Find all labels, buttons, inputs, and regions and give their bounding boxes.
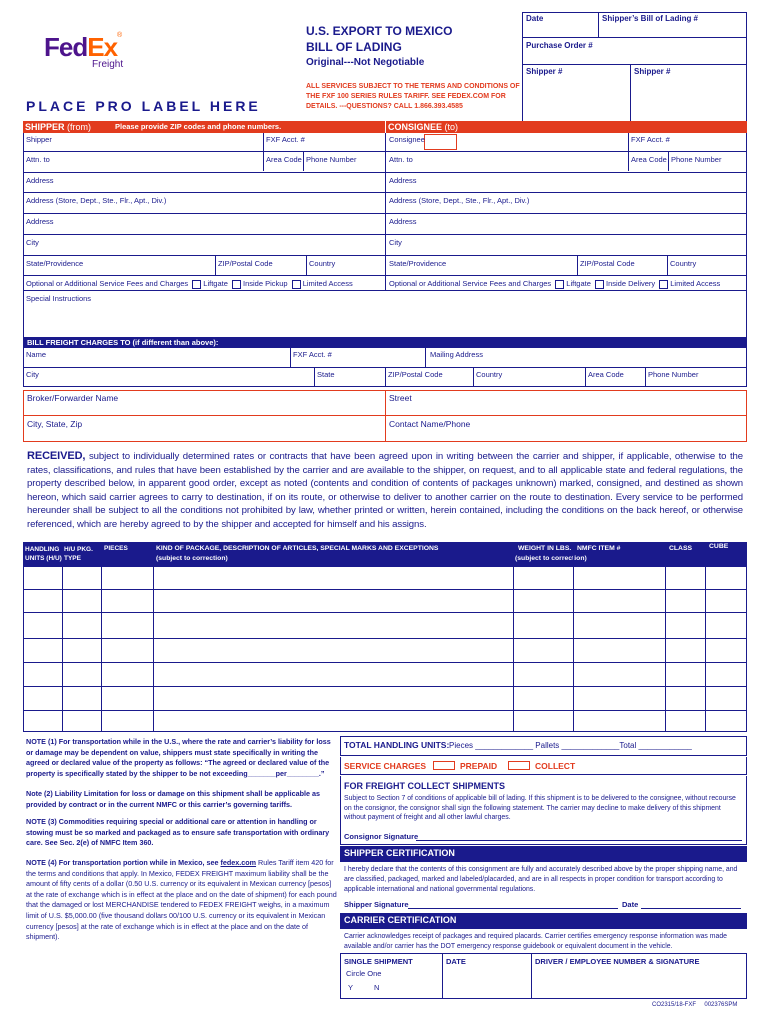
bill-state-field[interactable]: State [317, 370, 335, 379]
note-3: NOTE (3) Commodities requiring special or additional care or attention in handling or stowing must be so marked and packaged as to ensure safe transportation with ordinary care. See Sec. 2(e) of NMFC Item 360. [26, 817, 330, 848]
single-no-option[interactable]: N [374, 983, 380, 992]
shipper-zip-field[interactable]: ZIP/Postal Code [218, 259, 273, 268]
consignee-red-box [424, 134, 457, 150]
logo-fed: Fed [44, 32, 88, 62]
table-row[interactable] [23, 566, 747, 567]
broker-name-field[interactable]: Broker/Forwarder Name [27, 393, 119, 403]
consignee-inside-delivery-label: Inside Delivery [605, 279, 656, 288]
bill-fxf-field[interactable]: FXF Acct. # [293, 350, 332, 359]
shipper-heading-sub: (from) [67, 122, 92, 132]
consignor-signature-label: Consignor Signature [344, 832, 419, 841]
form-number: CO2315/18-FXF 002376SPM [652, 1002, 738, 1008]
shipper-address-3-field[interactable]: Address [26, 217, 54, 226]
fedex-logo [44, 32, 144, 76]
shipper-inside-pickup-label: Inside Pickup [242, 279, 288, 288]
total-pieces-pallets-line[interactable]: Pieces _____________ Pallets _____________Total ____________ [449, 741, 692, 750]
broker-street-field[interactable]: Street [389, 393, 412, 403]
bill-mailing-field[interactable]: Mailing Address [430, 350, 483, 359]
consignee-attn-field[interactable]: Attn. to [389, 155, 413, 164]
table-row[interactable] [23, 662, 747, 663]
service-charges-label: SERVICE CHARGES [344, 761, 427, 771]
consignee-phone-field[interactable]: Phone Number [671, 155, 722, 164]
date-field[interactable]: Date [526, 14, 544, 23]
table-row[interactable] [23, 612, 747, 613]
th-kind-of-package: KIND OF PACKAGE, DESCRIPTION OF ARTICLES, SPECIAL MARKS AND EXCEPTIONS [156, 545, 439, 552]
shipper-liftgate-label: Liftgate [203, 279, 228, 288]
shipper-country-field[interactable]: Country [309, 259, 336, 268]
bill-area-code-field[interactable]: Area Code [588, 370, 624, 379]
shipper-header-bar [23, 121, 385, 133]
special-instructions-field[interactable]: Special Instructions [26, 294, 92, 303]
carrier-certification-header: CARRIER CERTIFICATION [340, 913, 747, 929]
consignee-zip-field[interactable]: ZIP/Postal Code [580, 259, 635, 268]
collect-label: COLLECT [535, 761, 576, 771]
form-title-2: BILL OF LADING [306, 40, 402, 54]
shipper-optional-label: Optional or Additional Service Fees and Charges [26, 279, 189, 288]
th-weight: WEIGHT IN LBS. [518, 545, 572, 552]
note-4-body: Rules Tariff item 420 for the terms and conditions that apply. In Mexico, FEDEX FREIGHT maximum liability shall be the amount of fifty cents of a dollar (0.50 U.S. currency or its equivalent in Mexican currency [pesos] at the rate of exchange which is in effect at the place and on the date of shipment) for each pound that the damaged or lost MERCHANDISE tendered to FEDEX FREIGHT weighs, in a maximum limit of U.S. $5,000.00 (five thousand dollars 00/100 U.S. currency or its equivalent in Mexican currency [pesos] at the rate of exchange which is in effect at the place and on the date of shipment). [26, 858, 337, 942]
table-row[interactable] [23, 589, 747, 590]
terms-notice: ALL SERVICES SUBJECT TO THE TERMS AND CONDITIONS OF THE FXF 100 SERIES RULES TARIFF. SEE FEDEX.COM FOR DETAILS. ---QUESTIONS? CALL 1.866.393.4585 [306, 83, 520, 110]
received-bold: RECEIVED, [27, 450, 86, 462]
th-handling-units: HANDLING UNITS (H/U) [25, 546, 62, 562]
form-title-1: U.S. EXPORT TO MEXICO [306, 24, 453, 38]
th-class: CLASS [669, 545, 693, 552]
note-2: Note (2) Liability Limitation for loss or damage on this shipment shall be applicable as provided by contract or in the current NMFC or this carrier’s governing tariffs. [26, 789, 320, 809]
received-text: subject to individually determined rates or contracts that have been agreed upon in writing between the carrier and shipper, if applicable, otherwise to the rates, classifications, and rules that have been established by the carrier and are available to the shipper, on request, and to all applicable state and federal regulations, the property described below, in apparent good order, except as noted (contents and condition of contents of packages unknown) marked, consigned, and destined as shown hereon, which said carrier agrees to carry to destination, if on its route, or otherwise to deliver to another carrier on the route to destination. Every service to be performed hereunder shall be subject to all the conditions not prohibited by law, whether printed or written, herein contained, including the conditions on the back hereof, or otherwise referenced, which are hereby agreed to by the shipper and accepted for himself and his assigns. [27, 451, 743, 530]
broker-city-state-zip-field[interactable]: City, State, Zip [27, 419, 83, 429]
shipper-signature-label: Shipper Signature [344, 900, 409, 909]
shipper-note: Please provide ZIP codes and phone numbers. [115, 122, 282, 131]
consignee-city-field[interactable]: City [389, 238, 402, 247]
th-cube: CUBE [709, 543, 729, 550]
shipper-fxf-field[interactable]: FXF Acct. # [266, 135, 305, 144]
consignee-address-3-field[interactable]: Address [389, 217, 417, 226]
consignee-address-2-field[interactable]: Address (Store, Dept., Ste., Flr., Apt., Div.) [389, 196, 530, 205]
consignee-limited-access-checkbox[interactable] [659, 280, 668, 289]
shipper-area-code-field[interactable]: Area Code [266, 155, 302, 164]
shipper-number-field-2[interactable]: Shipper # [634, 67, 671, 76]
shipper-heading: SHIPPER [25, 122, 65, 132]
logo-ex: Ex [87, 32, 118, 62]
consignee-liftgate-checkbox[interactable] [555, 280, 564, 289]
shipper-bol-field[interactable]: Shipper’s Bill of Lading # [602, 14, 699, 23]
note-4-intro: NOTE (4) For transportation portion while in Mexico, see [26, 858, 221, 867]
single-yes-option[interactable]: Y [348, 983, 354, 992]
consignee-optional-label: Optional or Additional Service Fees and Charges [389, 279, 552, 288]
consignor-signature-field[interactable] [344, 832, 418, 841]
consignee-heading: CONSIGNEE [388, 122, 443, 132]
consignee-inside-delivery-checkbox[interactable] [595, 280, 604, 289]
carrier-date-field[interactable]: DATE [446, 957, 466, 966]
th-kind-sub: (subject to correction) [156, 555, 228, 562]
collect-checkbox[interactable] [508, 761, 530, 770]
circle-one-label: Circle One [346, 969, 382, 978]
logo-freight: Freight [92, 59, 124, 70]
shipper-limited-access-checkbox[interactable] [292, 280, 301, 289]
th-hu-pkg-type: H/U PKG. TYPE [64, 546, 93, 562]
shipper-sig-date-label: Date [622, 900, 639, 909]
bill-name-field[interactable]: Name [26, 350, 47, 359]
consignee-heading-sub: (to) [444, 122, 459, 132]
consignee-limited-access-label: Limited Access [670, 279, 721, 288]
consignee-country-field[interactable]: Country [670, 259, 697, 268]
purchase-order-field[interactable]: Purchase Order # [526, 41, 593, 50]
shipper-address-2-field[interactable]: Address (Store, Dept., Ste., Flr., Apt., Div.) [26, 196, 167, 205]
shipper-phone-field[interactable]: Phone Number [306, 155, 357, 164]
shipper-name-field[interactable]: Shipper [26, 135, 52, 144]
bill-phone-field[interactable]: Phone Number [648, 370, 699, 379]
broker-contact-field[interactable]: Contact Name/Phone [389, 419, 471, 429]
fedex-link[interactable]: fedex.com [220, 858, 257, 867]
table-row[interactable] [23, 638, 747, 639]
note-4 [26, 858, 338, 943]
freight-collect-text: Subject to Section 7 of conditions of applicable bill of lading. If this shipment is to be delivered to the consignee, without recourse on the consignor, the consignor shall sign the following statement. The carrier may decline to make delivery of this shipment without payment of freight and all other lawful charges. [344, 795, 736, 821]
logo-reg: ® [117, 32, 123, 39]
shipper-city-field[interactable]: City [26, 238, 39, 247]
th-weight-sub: (subject to correction) [515, 555, 587, 562]
bill-freight-header: BILL FREIGHT CHARGES TO (if different than above): [23, 338, 747, 348]
shipper-number-field-1[interactable]: Shipper # [526, 67, 563, 76]
shipper-address-1-field[interactable]: Address [26, 176, 54, 185]
consignee-liftgate-label: Liftgate [566, 279, 591, 288]
bill-country-field[interactable]: Country [476, 370, 503, 379]
consignee-fxf-field[interactable]: FXF Acct. # [631, 135, 670, 144]
consignee-address-1-field[interactable]: Address [389, 176, 417, 185]
th-pieces: PIECES [104, 545, 128, 552]
driver-signature-field[interactable]: DRIVER / EMPLOYEE NUMBER & SIGNATURE [535, 957, 700, 966]
consignee-state-field[interactable]: State/Providence [389, 259, 447, 268]
consignee-header-bar [386, 121, 747, 133]
shipper-signature-field[interactable] [344, 900, 409, 909]
carrier-certification-text: Carrier acknowledges receipt of packages and required placards. Carrier certifies emergency response information was made available and/or carrier has the DOT emergency response guidebook or equivalent document in the vehicle. [344, 933, 727, 950]
shipper-sig-date-field[interactable] [622, 900, 638, 909]
consignee-optional-services [389, 279, 720, 289]
bill-city-field[interactable]: City [26, 370, 39, 379]
th-nmfc: NMFC ITEM # [577, 545, 621, 552]
table-row[interactable] [23, 710, 747, 711]
shipper-attn-field[interactable]: Attn. to [26, 155, 50, 164]
shipper-certification-header: SHIPPER CERTIFICATION [340, 846, 747, 862]
original-not-negotiable: Original---Not Negotiable [306, 57, 425, 68]
shipper-liftgate-checkbox[interactable] [192, 280, 201, 289]
shipper-optional-services [26, 279, 353, 289]
consignee-name-field[interactable]: Consignee [389, 135, 425, 144]
pro-label-area: PLACE PRO LABEL HERE [26, 98, 261, 114]
freight-collect-heading: FOR FREIGHT COLLECT SHIPMENTS [344, 781, 505, 791]
note-1: NOTE (1) For transportation while in the U.S., where the rate and carrier’s liability for loss or damage may be dependent on value, shippers must state specifically in writing the agreed or declared value of the property as follows: “The agreed or declared value of the property is specifically stated by the shipper to be not exceeding_______per________.” [26, 737, 331, 778]
total-label: TOTAL HANDLING UNITS: [344, 740, 450, 750]
single-shipment-label: SINGLE SHIPMENT [344, 957, 413, 966]
table-row[interactable] [23, 686, 747, 687]
received-terms [27, 450, 743, 532]
shipper-state-field[interactable]: State/Providence [26, 259, 84, 268]
consignee-area-code-field[interactable]: Area Code [631, 155, 667, 164]
prepaid-checkbox[interactable] [433, 761, 455, 770]
bill-zip-field[interactable]: ZIP/Postal Code [388, 370, 443, 379]
shipper-inside-pickup-checkbox[interactable] [232, 280, 241, 289]
prepaid-label: PREPAID [460, 761, 498, 771]
shipper-certification-text: I hereby declare that the contents of this consignment are fully and accurately described above by the proper shipping name, and are classified, packaged, marked and labeled/placarded, and are in all respects in proper condition for transport according to applicable international and national governmental regulations. [344, 866, 738, 893]
shipper-limited-access-label: Limited Access [302, 279, 353, 288]
